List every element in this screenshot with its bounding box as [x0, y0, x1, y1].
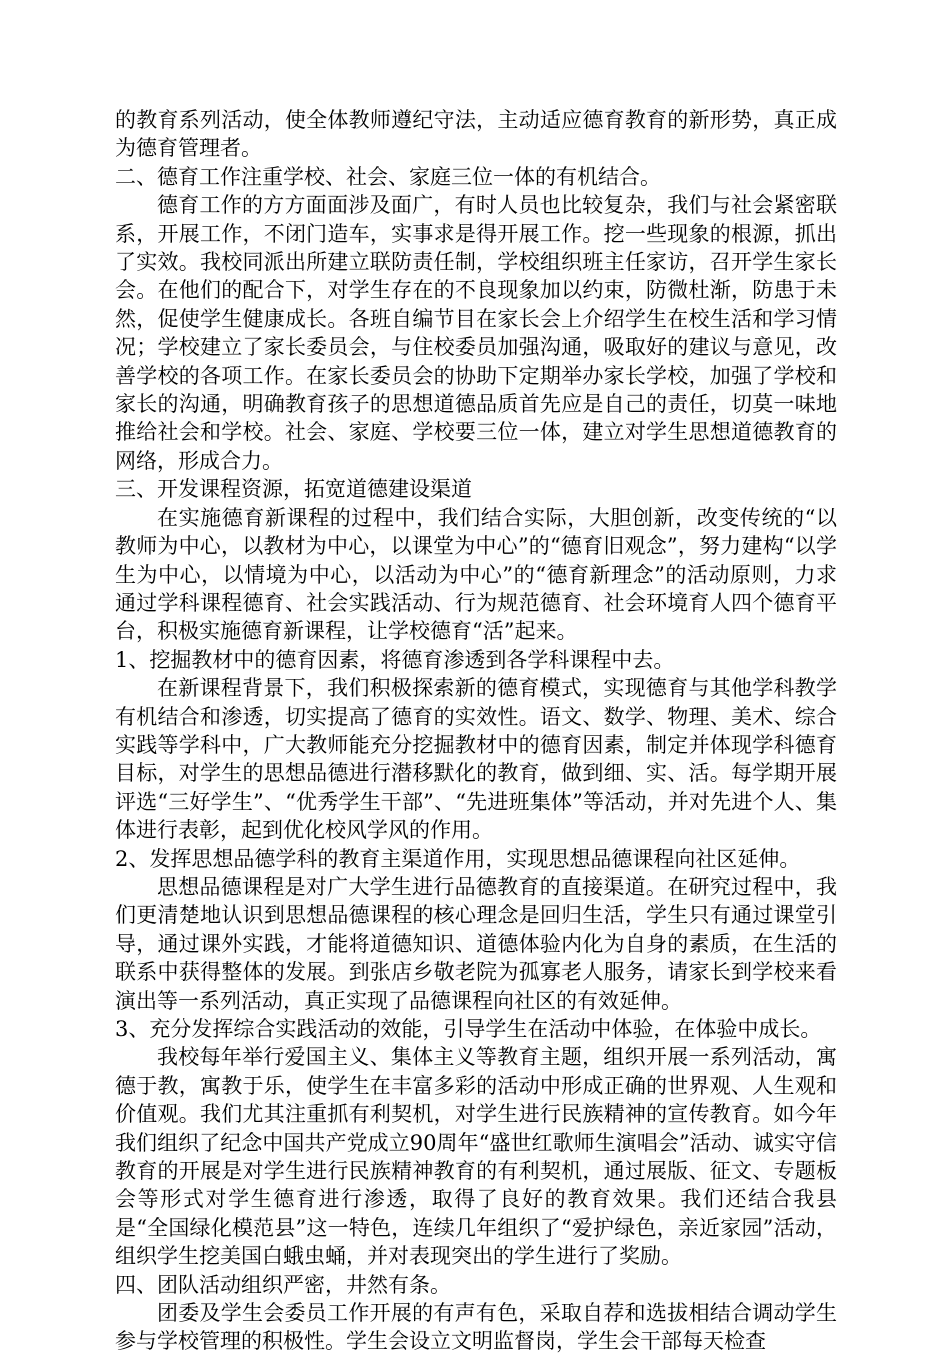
section-heading-4: 四、团队活动组织严密，井然有条。: [115, 1272, 451, 1297]
paragraph-body: 德育工作的方方面面涉及面广，有时人员也比较复杂，我们与社会紧密联系，开展工作，不闭门造车，实事求是得开展工作。挖一些现象的根源，抓出了实效。我校同派出所建立联防责任制，学校组织班主任家访，召开学生家长会。在他们的配合下，对学生存在的不良现象加以约束，防微杜渐，防患于未然，促使学生健康成长。各班自编节目在家长会上介绍学生在校生活和学习情况；学校建立了家长委员会，与住校委员加强沟通，吸取好的建议与意见，改善学校的各项工作。在家长委员会的协助下定期举办家长学校，加强了学校和家长的沟通，明确教育孩子的思想道德品质首先应是自己的责任，切莫一味地推给社会和学校。社会、家庭、学校要三位一体，建立对学生思想道德教育的网络，形成合力。: [115, 193, 837, 473]
document-page: [115, 106, 837, 1356]
paragraph-body: 团委及学生会委员工作开展的有声有色，采取自荐和选拔相结合调动学生参与学校管理的积极性。学生会设立文明监督岗，学生会干部每天检查: [115, 1301, 837, 1354]
subsection-heading-1: 1、挖掘教材中的德育因素，将德育渗透到各学科课程中去。: [115, 647, 675, 672]
subsection-heading-2: 2、发挥思想品德学科的教育主渠道作用，实现思想品德课程向社区延伸。: [115, 846, 801, 871]
paragraph-body: 思想品德课程是对广大学生进行品德教育的直接渠道。在研究过程中，我们更清楚地认识到思想品德课程的核心理念是回归生活，学生只有通过课堂引导，通过课外实践，才能将道德知识、道德体验内化为自身的素质，在生活的联系中获得整体的发展。到张店乡敬老院为孤寡老人服务，请家长到学校来看演出等一系列活动，真正实现了品德课程向社区的有效延伸。: [115, 874, 837, 1013]
paragraph-continued: 的教育系列活动，使全体教师遵纪守法，主动适应德育教育的新形势，真正成为德育管理者。: [115, 108, 837, 161]
section-heading-3: 三、开发课程资源，拓宽道德建设渠道: [115, 477, 472, 502]
section-heading-2: 二、德育工作注重学校、社会、家庭三位一体的有机结合。: [115, 164, 661, 189]
paragraph-body: 在实施德育新课程的过程中，我们结合实际，大胆创新，改变传统的“以教师为中心，以教材为中心，以课堂为中心”的“德育旧观念”，努力建构“以学生为中心，以情境为中心，以活动为中心”的“德育新理念”的活动原则，力求通过学科课程德育、社会实践活动、行为规范德育、社会环境育人四个德育平台，积极实施德育新课程，让学校德育“活”起来。: [115, 505, 837, 644]
paragraph-body: 在新课程背景下，我们积极探索新的德育模式，实现德育与其他学科教学有机结合和渗透，切实提高了德育的实效性。语文、数学、物理、美术、综合实践等学科中，广大教师能充分挖掘教材中的德育因素，制定并体现学科德育目标，对学生的思想品德进行潜移默化的教育，做到细、实、活。每学期开展评选“三好学生”、“优秀学生干部”、“先进班集体”等活动，并对先进个人、集体进行表彰，起到优化校风学风的作用。: [115, 676, 837, 843]
subsection-heading-3: 3、充分发挥综合实践活动的效能，引导学生在活动中体验，在体验中成长。: [115, 1017, 822, 1041]
paragraph-body: 我校每年举行爱国主义、集体主义等教育主题，组织开展一系列活动，寓德于教，寓教于乐，使学生在丰富多彩的活动中形成正确的世界观、人生观和价值观。我们尤其注重抓有利契机，对学生进行民族精神的宣传教育。如今年我们组织了纪念中国共产党成立90周年“盛世红歌师生演唱会”活动、诚实守信教育的开展是对学生进行民族精神教育的有利契机，通过展版、征文、专题板会等形式对学生德育进行渗透，取得了良好的教育效果。我们还结合我县是“全国绿化模范县”这一特色，连续几年组织了“爱护绿色，亲近家园”活动，组织学生挖美国白蛾虫蛹，并对表现突出的学生进行了奖励。: [115, 1045, 837, 1269]
